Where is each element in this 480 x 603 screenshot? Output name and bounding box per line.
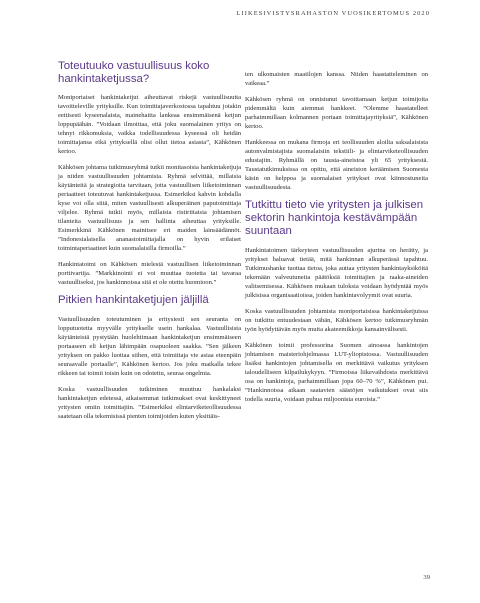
- page-number: 39: [423, 574, 430, 581]
- paragraph: Kähkönen toimii professorina Suomen ainoassa hankintojen johtamisen maisteriohjelmassa LUT-yliopistossa. Vastuullisuuden lisäksi hankintojen johtamisella on merkittävä vaikutus yrityksen taloudelliseen kilpailukykyyn. ”Firmoissa liikevaihdosta merkittävä osa on hankintoja, parhaimmillaan jopa 60–70 %”, Kähkönen pui. ”Hankinnoissa aikaan saatavien säästöjen vaikutukset ovat siis todella suuria, voidaan puhua miljoonista euroista.”: [245, 341, 428, 403]
- section-heading-research-knowledge: Tutkittu tieto vie yritysten ja julkisen sektorin hankintoja kestävämpään suuntaan: [245, 199, 424, 238]
- paragraph: Kähkösen johtama tutkimusryhmä tutkii monitasoisia hankintaketjuja ja niiden vastuullisuuden johtamista. Ryhmä selvittää, millaisia käytänteitä ja strategioita tarvitaan, jotta vastuullisen liiketoiminnan periaatteet toteutuvat hankintaketjussa. Esimerkiksi kahvin kohdalla kyse voi olla siitä, miten vastuullisesti alkuperäinen paputoimittaja viljelee. Ryhmä tutkii myös, millaisia ristiriitaisia johtamisen tilanteita vastuullisuus ja sen hallinta aiheuttaa yrityksille. Esimerkkinä Kähkönen mainitsee eri maiden lainsäädännöt. ”Indonesialaisella ananastoimittajalla on hyvin erilaiset toimintaperiaatteet kuin suomalaisilla firmoilla.”: [58, 164, 241, 253]
- paragraph: ten ulkomaisten maatilojen kanssa. Niiden haastatteleminen on vaikeaa.”: [245, 71, 428, 87]
- paragraph: Hankkeessa on mukana firmoja eri teollisuuden aloilta saksalaisista autonvalmistajista suomalaisiin tekstiili- ja elintarviketeollisuuden edustajiin. Ryhmällä on tausta-aineistoa yli 65 yrityksestä. Taustatutkimuksissa on opittu, että aineiston keräämisen Suomesta käsin on helppoa ja suomalaiset yritykset ovat kiinnostuneita vastuullisuudesta.: [245, 139, 428, 191]
- section-heading-long-chains: Pitkien hankintaketjujen jäljillä: [58, 294, 209, 307]
- paragraph: Koska vastuullisuuden tutkiminen muuttuu hankalaksi hankintaketjun edetessä, aikaisemmat tutkimukset ovat keskittyneet yritysten omiin toimittajiin. ”Esimerkiksi elintarviketeollisuudessa saatetaan olla tekemisissä pienten toimijoiden kuten yksittäis-: [58, 385, 241, 420]
- section-heading-responsibility-chain: Toteutuuko vastuullisuus koko hankintaketjussa?: [58, 60, 210, 86]
- paragraph: Hankintatoimen tärkeyteen vastuullisuuden ajurina on herätty, ja yritykset haluavat tietää, mitä hankinnan alkuperässä tapahtuu. Tutkimushanke tuottaa tietoa, joka auttaa yritysten hankintayksiköitä tekemään valveutuneita päätöksiä toimittajien ja raaka-aineiden valitsemisessa. Kähkösen mukaan tuloksia voidaan hyödyntää myös julkisissa organisaatioissa, joiden hankintavolyymit ovat suuria.: [245, 246, 428, 299]
- paragraph: Moniportaiset hankintaketjut aiheuttavat riskejä vastuullisuutta tavoitteleville yrityksille. Kun toimittajaverkostossa tapahtuu jotakin eettisesti kyseenalaista, mainehaitta lankeaa ensimmäisenä ketjun loppupäähän. ”Voidaan ilmoittaa, että joku suomalainen yritys on tehnyt rikkomuksia, vaikka todellisuudessa kyseessä oli heidän toimittajansa eikä yrityksellä olisi ollut tietoa asiasta”, Kähkönen kertoo.: [58, 94, 241, 156]
- right-column: [245, 70, 428, 411]
- paragraph: Hankintatoimi on Kähkösen mielestä vastuullisen liiketoiminnan porttivartija. ”Markkinointi ei voi muuttaa tuotetta tai tavaraa vastuulliseksi, jos hankinnoissa sitä ei ole otettu huomioon.”: [58, 261, 241, 287]
- running-header: LIIKESIVISTYSRAHASTON VUOSIKERTOMUS 2020: [236, 10, 430, 17]
- left-column: [58, 60, 241, 428]
- paragraph: Kähkösen ryhmä on onnistunut tavoittamaan ketjun toimijoita pidemmältä kuin aiemmat hankkeet. ”Olemme haastatelleet parhaimmillaan kolmannen portaan toimittajayrityksiä”, Kähkönen kertoo.: [245, 96, 428, 130]
- paragraph: Vastuullisuuden toteutuminen ja eritysiesti sen seuranta on lopputuotetta myyvälle yritykselle usein hankalaa. Vastuullisista käytänteistä pystytään huolehtimaan hankintaketjun ensimmäiseen portaaseen eli ketjun lähimpään osapuoleen saakka. ”Sen jälkeen yrityksen on pakko luottaa siihen, että toimittaja vie asiaa eteenpäin seuraavalle portaalle”, Kähkönen kertoo. Jos joku matkalla tekee rikkeen tai toimii toisin kuin on odotettu, seuraa ongelmia.: [58, 315, 241, 377]
- paragraph: Koska vastuullisuuden johtamista moniportaisissa hankintaketjuissa on tutkittu entuudestaan vähän, Kähkösen kertoo tutkimusryhmän työn hyödyttävän myös muita akateemikkoja kansainvälisesti.: [245, 307, 428, 333]
